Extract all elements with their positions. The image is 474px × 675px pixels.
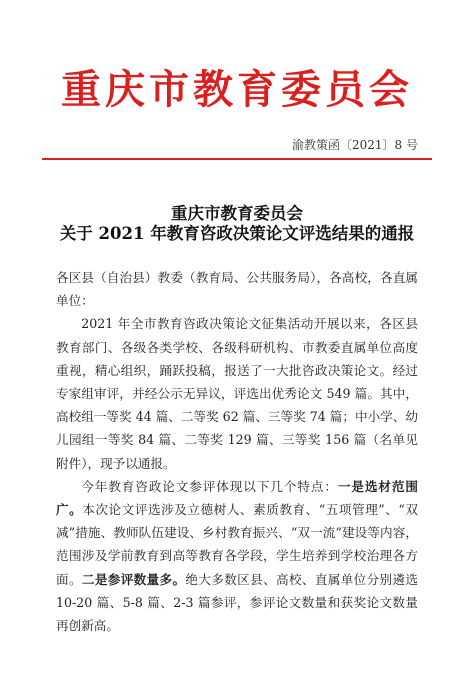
paragraph-2 (56, 475, 418, 637)
addressee: 各区县（自治县）教委（教育局、公共服务局），各高校，各直属单位： (56, 270, 418, 309)
document-title-line-2: 关于 2021 年教育咨政决策论文评选结果的通报 (59, 224, 415, 243)
paragraph-1: 2021 年全市教育咨政决策论文征集活动开展以来，各区县教育部门、各级各类学校、各级科研机构、市教委直属单位高度重视，精心组织，踊跃投稿，报送了一大批咨政决策论文。经过专家组审评，并经公示无异议，评选出优秀论文 549 篇。其中，高校组一等奖 44 篇、二等奖 62 篇、三等奖 74 篇；中小学、幼儿园组一等奖 84 篇、二等奖 129 篇、三等奖 156 篇（名单见附件），现予以通报。 (56, 316, 418, 471)
point-2-body: 绝大多数区县、高校、直属单位分别遴选 10-20 篇、5-8 篇、2-3 篇参评，参评论文数量和获奖论文数量再创新高。 (56, 571, 419, 634)
paragraph-2-lead: 今年教育咨政论文参评体现以下几个特点： (81, 478, 338, 494)
point-1-body: 本次论文评选涉及立德树人、素质教育、“五项管理”、“双减”措施、教师队伍建设、乡村教育振兴、“双一流”建设等内容，范围涉及学前教育到高等教育各学段，学生培养到学校治理各方面。 (56, 502, 418, 587)
letterhead-title: 重庆市教育委员会 (61, 66, 413, 113)
point-2-heading: 二是参评数量多。 (81, 571, 186, 587)
document-title-line-1: 重庆市教育委员会 (171, 204, 303, 223)
red-divider-line (42, 158, 432, 160)
point-1-heading: 一是选材范围广。 (56, 478, 419, 518)
document-body (56, 266, 418, 637)
document-number: 渝教策函〔2021〕8 号 (292, 138, 418, 152)
